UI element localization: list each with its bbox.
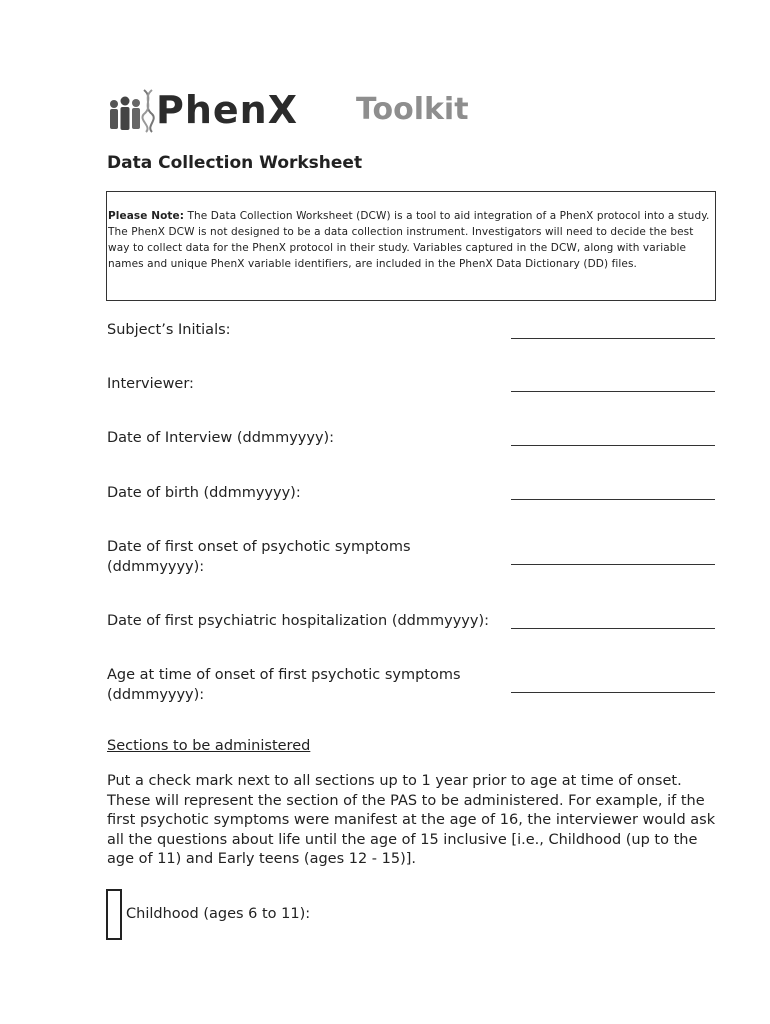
answer-line[interactable]: [511, 338, 715, 339]
instructions-paragraph: Put a check mark next to all sections up to 1 year prior to age at time of onset. These will represent the section of the PAS to be administered. For example, if the first psychotic symptoms were manifest at the age of 16, the interviewer would ask all the questions about life until the age of 15 inclusive [i.e., Childhood (up to the age of 11) and Early teens (ages 12 - 15)].: [107, 773, 716, 868]
note-text: [108, 208, 714, 272]
answer-line[interactable]: [511, 628, 715, 629]
answer-line[interactable]: [511, 445, 715, 446]
sections-heading: Sections to be administered: [107, 738, 311, 754]
note-box: [106, 191, 716, 301]
field-label: Interviewer:: [107, 376, 194, 392]
field-label: Date of Interview (ddmmyyyy):: [107, 430, 335, 446]
field-label: Date of first onset of psychotic symptoms (ddmmyyyy):: [107, 539, 411, 575]
childhood-label: Childhood (ages 6 to 11):: [126, 906, 311, 922]
note-label: Please Note:: [108, 210, 185, 222]
field-label: Date of birth (ddmmyyyy):: [107, 485, 301, 501]
logo-brand: PhenX: [156, 88, 299, 132]
answer-line[interactable]: [511, 692, 715, 693]
logo-suffix: Toolkit: [356, 92, 469, 127]
field-label: Subject’s Initials:: [107, 322, 231, 338]
field-label: Date of first psychiatric hospitalization (ddmmyyyy):: [107, 613, 490, 629]
answer-line[interactable]: [511, 564, 715, 565]
phenx-toolkit-logo: [106, 88, 469, 134]
note-body: The Data Collection Worksheet (DCW) is a tool to aid integration of a PhenX protocol into a study. The PhenX DCW is not designed to be a data collection instrument. Investigators will need to decide the best way to collect data for the PhenX protocol in their study. Variables captured in the DCW, along with variable names and unique PhenX variable identifiers, are included in the PhenX Data Dictionary (DD) files.: [108, 210, 710, 270]
people-dna-icon: [106, 88, 156, 134]
field-label: Age at time of onset of first psychotic symptoms (ddmmyyyy):: [107, 667, 461, 703]
answer-line[interactable]: [511, 391, 715, 392]
page-title: Data Collection Worksheet: [107, 153, 363, 173]
childhood-checkbox[interactable]: [106, 889, 122, 940]
answer-line[interactable]: [511, 499, 715, 500]
